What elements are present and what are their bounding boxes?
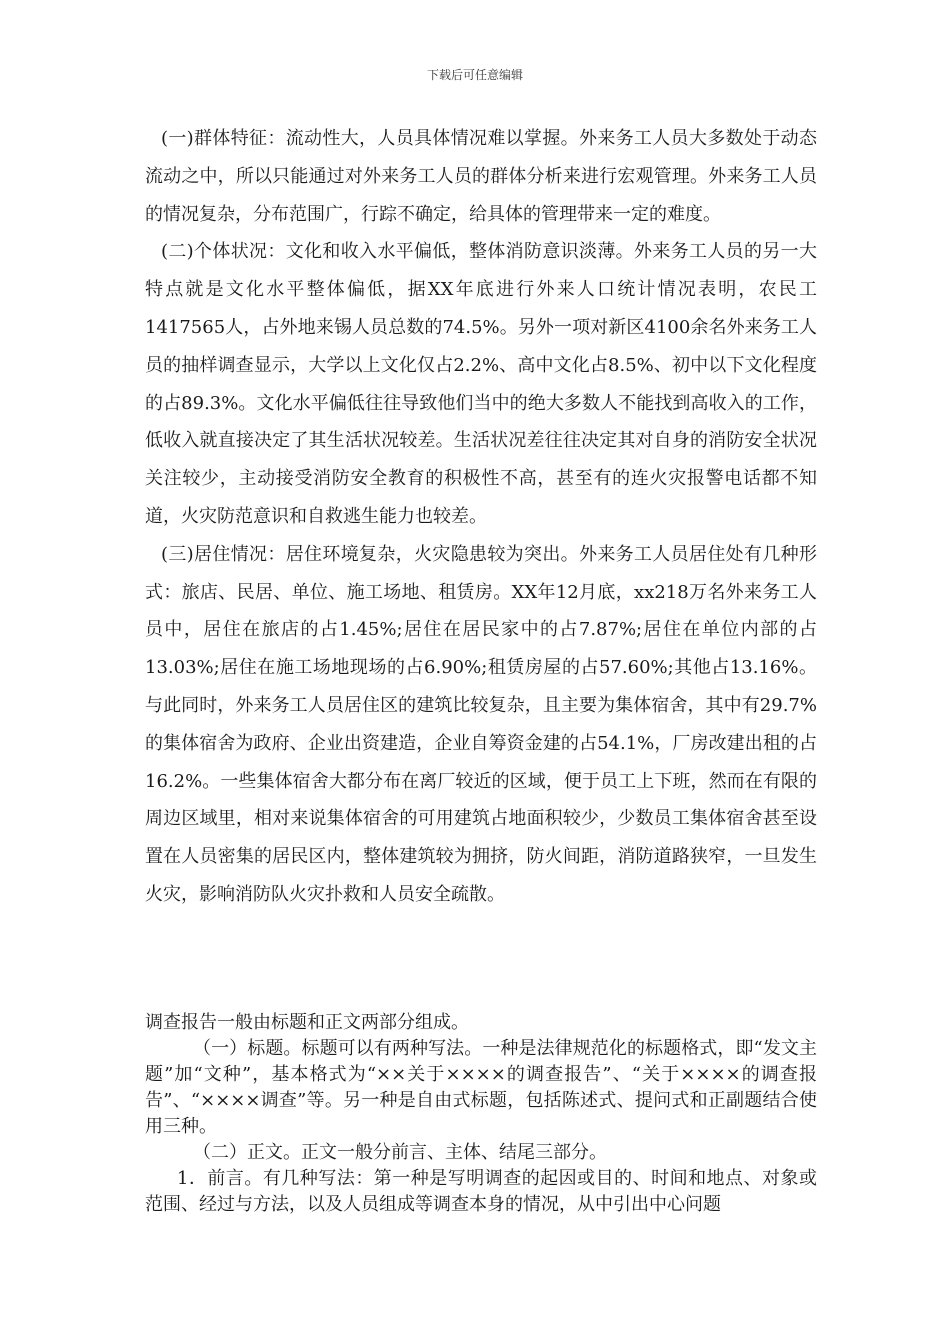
- paragraph-group-characteristics: (一)群体特征：流动性大，人员具体情况难以掌握。外来务工人员大多数处于动态流动之中，所以只能通过对外来务工人员的群体分析来进行宏观管理。外来务工人员的情况复杂，分布范围广，行踪不确定，给具体的管理带来一定的难度。: [145, 128, 817, 225]
- paragraph-body-format: （二）正文。正文一般分前言、主体、结尾三部分。: [193, 1142, 607, 1163]
- section-analysis: [145, 120, 817, 914]
- paragraph-preface: 1．前言。有几种写法：第一种是写明调查的起因或目的、时间和地点、对象或范围、经过与方法，以及人员组成等调查本身的情况，从中引出中心问题: [145, 1168, 817, 1215]
- paragraph-residence: (三)居住情况：居住环境复杂，火灾隐患较为突出。外来务工人员居住处有几种形式：旅店、民居、单位、施工场地、租赁房。XX年12月底，xx218万名外来务工人员中，居住在旅店的占1.45%;居住在居民家中的占7.87%;居住在单位内部的占13.03%;居住在施工场地现场的占6.90%;租赁房屋的占57.60%;其他占13.16%。与此同时，外来务工人员居住区的建筑比较复杂，且主要为集体宿舍，其中有29.7%的集体宿舍为政府、企业出资建造，企业自筹资金建的占54.1%，厂房改建出租的占16.2%。一些集体宿舍大都分布在离厂较近的区域，便于员工上下班，然而在有限的周边区域里，相对来说集体宿舍的可用建筑占地面积较少，少数员工集体宿舍甚至设置在人员密集的居民区内，整体建筑较为拥挤，防火间距，消防道路狭窄，一旦发生火灾，影响消防队火灾扑救和人员安全疏散。: [145, 543, 817, 905]
- paragraph-title-format: （一）标题。标题可以有两种写法。一种是法律规范化的标题格式，即“发文主题”加“文种”，基本格式为“××关于××××的调查报告”、“关于××××的调查报告”、“××××调查”等。另一种是自由式标题，包括陈述式、提问式和正副题结合使用三种。: [145, 1038, 817, 1137]
- page-header: 下载后可任意编辑: [426, 68, 523, 82]
- section-report-format: [145, 1010, 817, 1218]
- paragraph-intro: 调查报告一般由标题和正文两部分组成。: [145, 1012, 469, 1033]
- paragraph-individual-status: (二)个体状况：文化和收入水平偏低，整体消防意识淡薄。外来务工人员的另一大特点就是文化水平整体偏低，据XX年底进行外来人口统计情况表明，农民工1417565人，占外地来锡人员总数的74.5%。另外一项对新区4100余名外来务工人员的抽样调查显示，大学以上文化仅占2.2%、高中文化占8.5%、初中以下文化程度的占89.3%。文化水平偏低往往导致他们当中的绝大多数人不能找到高收入的工作，低收入就直接决定了其生活状况较差。生活状况差往往决定其对自身的消防安全状况关注较少，主动接受消防安全教育的积极性不高，甚至有的连火灾报警电话都不知道，火灾防范意识和自救逃生能力也较差。: [145, 241, 817, 527]
